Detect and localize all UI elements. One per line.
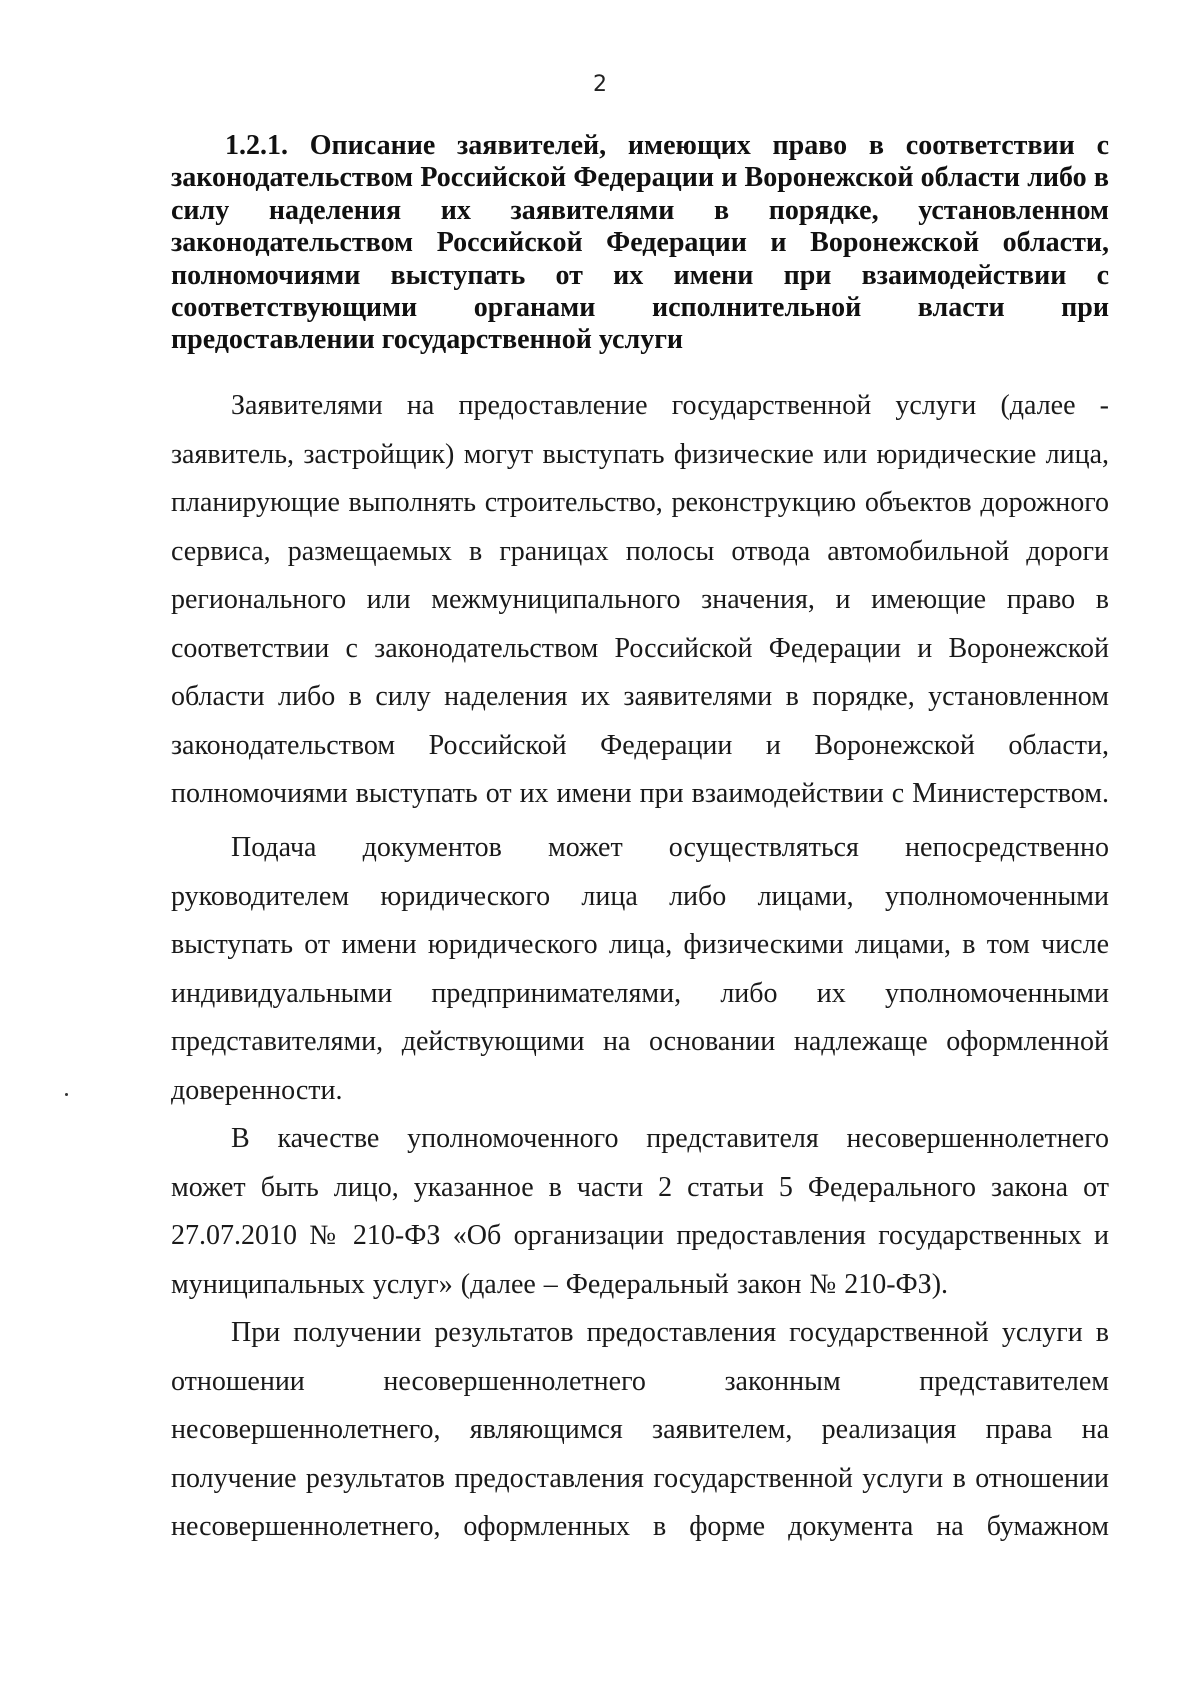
- paragraph-document-submission: Подача документов может осуществляться непосредственно руководителем юридического лица либо лицами, уполномоченными выступать от имени юридического лица, физическими лицами, в том числе индивидуальными предпринимателями, либо их уполномоченными представителями, действующими на основании надлежаще оформленной доверенности.: [171, 832, 1109, 1106]
- section-heading: 1.2.1. Описание заявителей, имеющих право в соответствии с законодательством Российской Федерации и Воронежской области либо в силу наделения их заявителями в порядке, установленном законодательством Российской Федерации и Воронежской области, полномочиями выступать от их имени при взаимодействии с соответствующими органами исполнительной власти при предоставлении государственной услуги: [171, 130, 1109, 356]
- paragraph-minor-representative: В качестве уполномоченного представителя несовершеннолетнего может быть лицо, указанное в части 2 статьи 5 Федерального закона от 27.07.2010 № 210-ФЗ «Об организации предоставления государственных и муниципальных услуг» (далее – Федеральный закон № 210-ФЗ).: [171, 1123, 1109, 1300]
- paragraph-applicants: Заявителями на предоставление государственной услуги (далее - заявитель, застройщик) могут выступать физические или юридические лица, планирующие выполнять строительство, реконструкцию объектов дорожного сервиса, размещаемых в границах полосы отвода автомобильной дороги регионального или межмуниципального значения, и имеющие право в соответствии с законодательством Российской Федерации и Воронежской области либо в силу наделения их заявителями в порядке, установленном законодательством Российской Федерации и Воронежской области, полномочиями выступать от их имени при взаимодействии с Министерством.: [171, 390, 1109, 809]
- margin-mark: [65, 1093, 68, 1096]
- paragraph-results-receipt: При получении результатов предоставления государственной услуги в отношении несовершеннолетнего законным представителем несовершеннолетнего, являющимся заявителем, реализация права на получение результатов предоставления государственной услуги в отношении несовершеннолетнего, оформленных в форме документа на бумажном: [171, 1317, 1109, 1542]
- page-number: 2: [593, 72, 607, 97]
